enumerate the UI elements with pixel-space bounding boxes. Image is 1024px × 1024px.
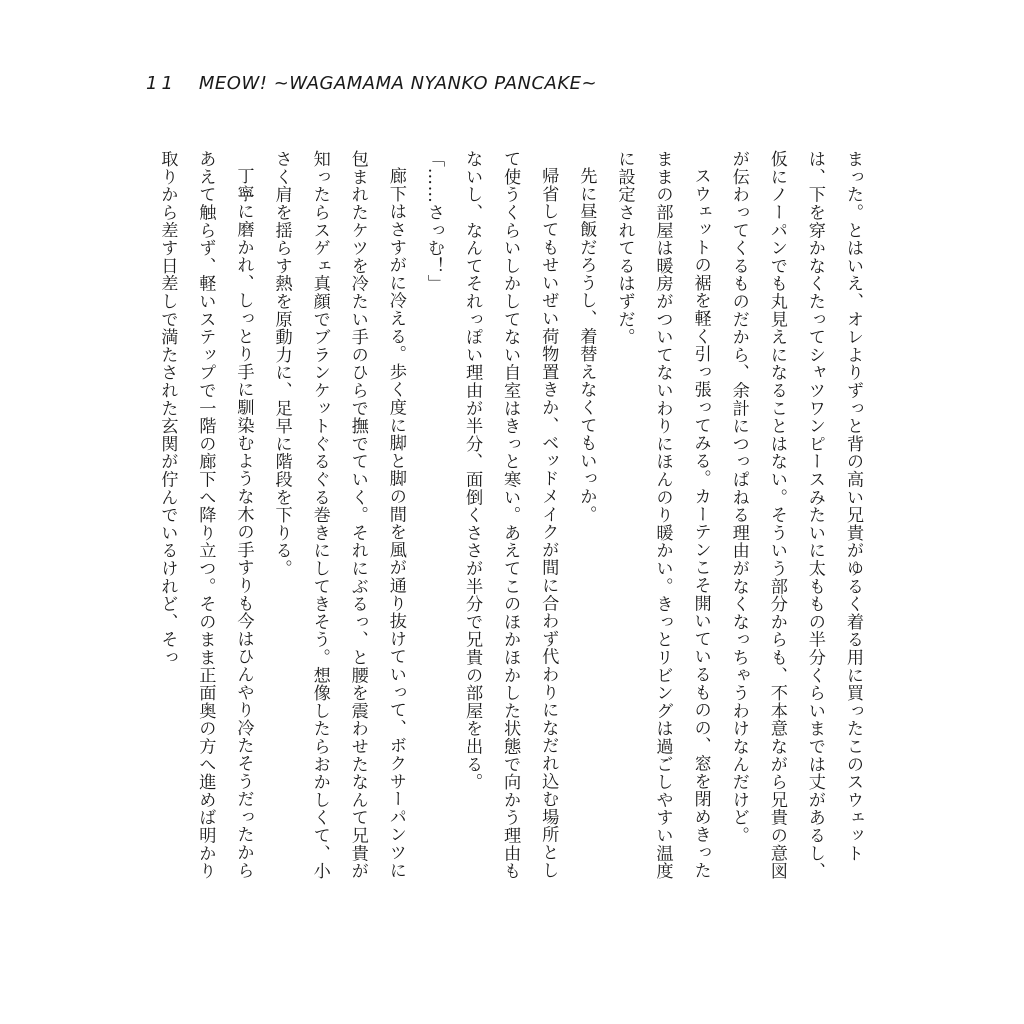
dialogue-line: 「……さっむ！」 [423, 150, 444, 293]
paragraph: 丁寧に磨かれ、しっとり手に馴染むような木の手すりも今はひんやり冷たそうだったからあえて触らず、軽いステップで一階の廊下へ降り立つ。そのまま正面奥の方へ進めば明かり取りから差す日差しで満たされた玄関が佇んでいるけれど、そっ [157, 150, 254, 880]
paragraph: 先に昼飯だろうし、着替えなくてもいっか。 [576, 167, 597, 524]
running-title: MEOW! ~WAGAMAMA NYANKO PANCAKE~ [198, 72, 598, 94]
page-number: 11 [146, 72, 177, 94]
paragraph: 帰省してもせいぜい荷物置きか、ベッドメイクが間に合わず代わりになだれ込む場所として使うくらいしかしてない自室はきっと寒い。あえてこのほかほかした状態で向かう理由もないし、なんてそれっぽい理由が半分、面倒くささが半分で兄貴の部屋を出る。 [462, 150, 559, 880]
vertical-body-text [157, 150, 872, 880]
running-header [146, 68, 597, 98]
paragraph: スウェットの裾を軽く引っ張ってみる。カーテンこそ開いているものの、窓を閉めきったままの部屋は暖房がついてないわりにほんのり暖かい。きっとリビングは過ごしやすい温度に設定されてるはずだ。 [614, 150, 711, 880]
paragraph: まった。とはいえ、オレよりずっと背の高い兄貴がゆるく着る用に買ったこのスウェットは、下を穿かなくたってシャツワンピースみたいに太ももの半分くらいまでは丈があるし、仮にノーパンでも丸見えになることはない。そういう部分からも、不本意ながら兄貴の意図が伝わってくるものだから、余計につっぱねる理由がなくなっちゃうわけなんだけど。 [728, 150, 863, 880]
paragraph: 廊下はさすがに冷える。歩く度に脚と脚の間を風が通り抜けていって、ボクサーパンツに包まれたケツを冷たい手のひらで撫でていく。それにぶるっ、と腰を震わせたなんて兄貴が知ったらスゲェ真顔でブランケットぐるぐる巻きにしてきそう。想像したらおかしくて、小さく肩を揺らす熱を原動力に、足早に階段を下りる。 [271, 150, 406, 880]
